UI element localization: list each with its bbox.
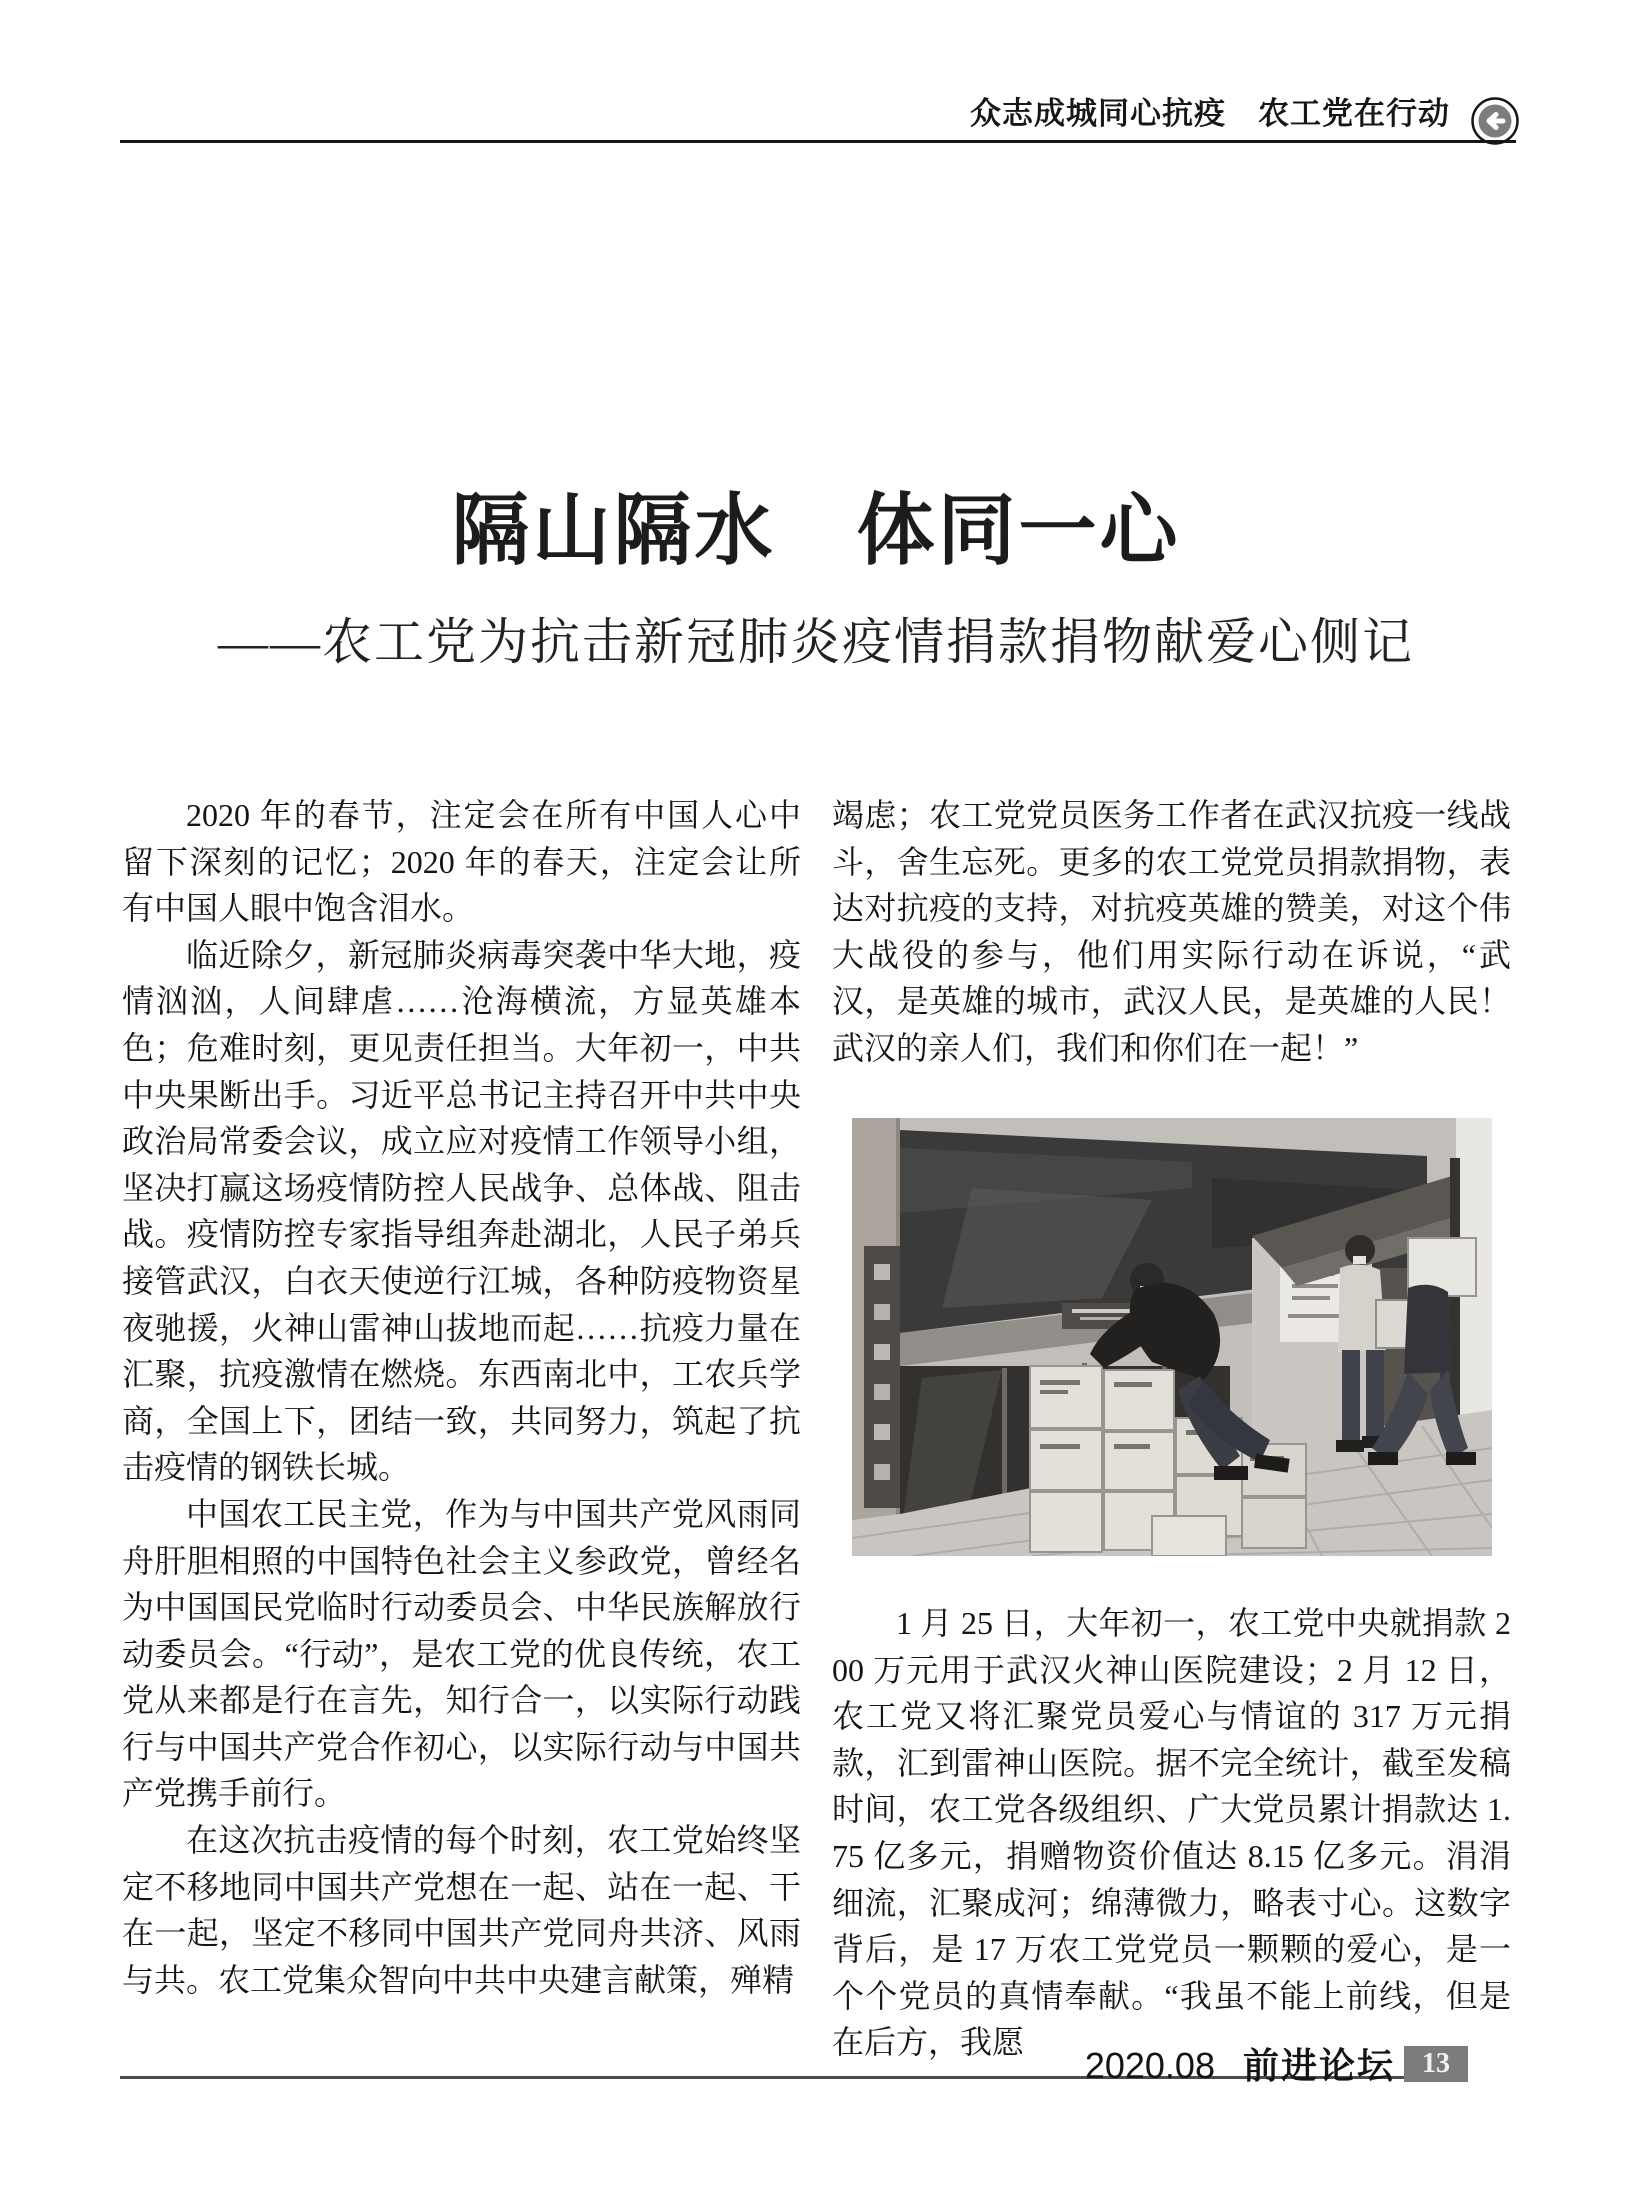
footer-meta xyxy=(820,2038,1395,2089)
article-subtitle: ——农工党为抗击新冠肺炎疫情捐款捐物献爱心侧记 xyxy=(218,614,1414,670)
paragraph: 在这次抗击疫情的每个时刻，农工党始终坚定不移地同中国共产党想在一起、站在一起、干在一起，坚定不移同中国共产党同舟共济、风雨与共。农工党集众智向中共中央建言献策，殚精 xyxy=(122,1822,801,1998)
right-column-top xyxy=(832,792,1511,1082)
paragraph: 竭虑；农工党党员医务工作者在武汉抗疫一线战斗，舍生忘死。更多的农工党党员捐款捐物，表达对抗疫的支持，对抗疫英雄的赞美，对这个伟大战役的参与，他们用实际行动在诉说，“武汉，是英雄的城市，武汉人民，是英雄的人民！武汉的亲人们，我们和你们在一起！” xyxy=(832,797,1511,1066)
footer-issue: 2020.08 xyxy=(1084,2045,1215,2086)
header-rule xyxy=(120,140,1516,143)
article-title: 隔山隔水 体同一心 xyxy=(451,486,1181,574)
paragraph: 1 月 25 日，大年初一，农工党中央就捐款 200 万元用于武汉火神山医院建设；2 月 12 日，农工党又将汇聚党员爱心与情谊的 317 万元捐款，汇到雷神山医院。据不完全统计，截至发稿时间，农工党各级组织、广大党员累计捐款达 1.75 亿多元，捐赠物资价值达 8.15 亿多元。涓涓细流，汇聚成河；绵薄微力，略表寸心。这数字背后，是 17 万农工党党员一颗颗的爱心，是一个个党员的真情奉献。“我虽不能上前线，但是在后方，我愿 xyxy=(832,1605,1511,2061)
page-number-badge: 13 xyxy=(1404,2046,1468,2082)
header-slogan: 众志成城同心抗疫 农工党在行动 xyxy=(970,96,1450,131)
left-column xyxy=(122,792,801,2007)
paragraph: 中国农工民主党，作为与中国共产党风雨同舟肝胆相照的中国特色社会主义参政党，曾经名为中国国民党临时行动委员会、中华民族解放行动委员会。“行动”，是农工党的优良传统，农工党从来都是行在言先，知行合一，以实际行动践行与中国共产党合作初心，以实际行动与中国共产党携手前行。 xyxy=(122,1495,801,1812)
article-photo xyxy=(852,1118,1492,1556)
footer-journal: 前进论坛 xyxy=(1242,2045,1395,2086)
right-column-bottom xyxy=(832,1600,1511,2061)
paragraph: 临近除夕，新冠肺炎病毒突袭中华大地，疫情汹汹，人间肆虐……沧海横流，方显英雄本色；危难时刻，更见责任担当。大年初一，中共中央果断出手。习近平总书记主持召开中共中央政治局常委会议，成立应对疫情工作领导小组，坚决打赢这场疫情防控人民战争、总体战、阻击战。疫情防控专家指导组奔赴湖北，人民子弟兵接管武汉，白衣天使逆行江城，各种防疫物资星夜驰援，火神山雷神山拔地而起……抗疫力量在汇聚，抗疫激情在燃烧。东西南北中，工农兵学商，全国上下，团结一致，共同努力，筑起了抗击疫情的钢铁长城。 xyxy=(122,936,801,1486)
back-arrow-icon xyxy=(1470,96,1520,146)
paragraph: 2020 年的春节，注定会在所有中国人心中留下深刻的记忆；2020 年的春天，注定会让所有中国人眼中饱含泪水。 xyxy=(122,797,801,927)
